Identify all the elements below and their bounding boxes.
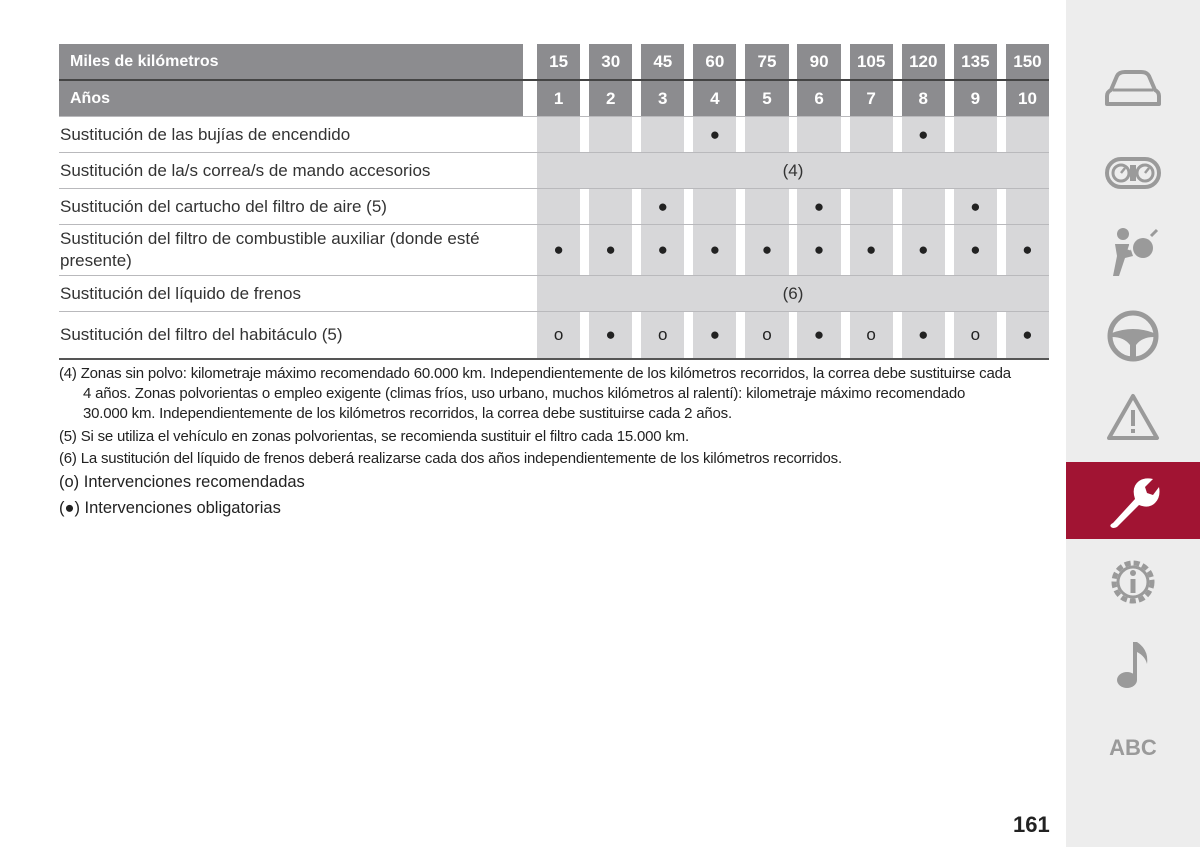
header-years-label: Años [59, 81, 523, 116]
header-km-label: Miles de kilómetros [59, 44, 523, 79]
km-cell: 60 [693, 44, 736, 79]
row-label: Sustitución de la/s correa/s de mando accesorios [60, 160, 431, 180]
km-cell: 150 [1006, 44, 1049, 79]
table-cell: ● [902, 312, 945, 358]
table-cell [797, 117, 840, 152]
table-cell [589, 117, 632, 152]
row-label: Sustitución del filtro del habitáculo (5) [60, 325, 343, 344]
header-row-km [59, 44, 1049, 79]
wrench-icon[interactable] [1066, 462, 1200, 539]
table-cell: ● [745, 225, 788, 275]
note-6: (6) La sustitución del líquido de frenos deberá realizarse cada dos años independientemente de los kilómetros recorridos. [59, 450, 842, 467]
table-cell [850, 117, 893, 152]
km-cell: 30 [589, 44, 632, 79]
year-cell: 10 [1006, 81, 1049, 116]
note-4-line1: (4) Zonas sin polvo: kilometraje máximo recomendado 60.000 km. Independientemente de los kilómetros recorridos, la correa debe sustituirse cada [59, 365, 1011, 382]
km-cell: 15 [537, 44, 580, 79]
table-cell [745, 189, 788, 224]
table-row [59, 311, 1049, 360]
note-4-line3: 30.000 km. Independientemente de los kilómetros recorridos, la correa debe sustituirse cada 2 años. [83, 405, 732, 422]
table-row [59, 224, 1049, 275]
table-cell: o [745, 312, 788, 358]
note-4 [59, 364, 1049, 424]
warning-icon[interactable] [1066, 388, 1200, 446]
abc-index-link[interactable]: ABC [1109, 735, 1157, 760]
note-4-line2: 4 años. Zonas polvorientas o empleo exigente (climas fríos, uso urbano, muchos kilómetros al ralentí): kilometraje máximo recomendado [83, 385, 966, 402]
year-cell: 6 [797, 81, 840, 116]
span-cell: (4) [537, 153, 1049, 188]
km-cell: 120 [902, 44, 945, 79]
table-cell [693, 189, 736, 224]
year-cell: 1 [537, 81, 580, 116]
table-row [59, 188, 1049, 224]
table-cell: o [641, 312, 684, 358]
table-cell: ● [537, 225, 580, 275]
table-cell: ● [954, 225, 997, 275]
chapter-sidebar [1066, 0, 1200, 847]
table-cell: ● [902, 225, 945, 275]
table-cell [537, 117, 580, 152]
row-label: Sustitución del filtro de combustible auxiliar (donde esté presente) [60, 229, 480, 270]
year-cell: 8 [902, 81, 945, 116]
table-row [59, 152, 1049, 188]
table-cell: o [537, 312, 580, 358]
table-cell: ● [850, 225, 893, 275]
table-row [59, 116, 1049, 152]
airbag-icon[interactable] [1066, 222, 1200, 282]
note-5: (5) Si se utiliza el vehículo en zonas polvorientas, se recomienda sustituir el filtro cada 15.000 km. [59, 428, 689, 445]
table-cell: ● [693, 225, 736, 275]
table-cell [850, 189, 893, 224]
music-note-icon[interactable] [1066, 635, 1200, 695]
year-cell: 2 [589, 81, 632, 116]
table-cell [745, 117, 788, 152]
table-cell: ● [954, 189, 997, 224]
span-cell: (6) [537, 276, 1049, 311]
car-icon[interactable] [1066, 60, 1200, 115]
year-cell: 3 [641, 81, 684, 116]
table-cell: ● [797, 189, 840, 224]
km-cell: 105 [850, 44, 893, 79]
km-cell: 135 [954, 44, 997, 79]
footnotes [59, 364, 1049, 519]
table-cell [589, 189, 632, 224]
table-cell: ● [797, 225, 840, 275]
year-cell: 5 [745, 81, 788, 116]
table-cell: ● [641, 189, 684, 224]
table-cell: o [954, 312, 997, 358]
legend-mandatory: (●) Intervenciones obligatorias [59, 499, 281, 517]
legend-recommended: (o) Intervenciones recomendadas [59, 473, 305, 491]
table-row [59, 275, 1049, 311]
year-cell: 7 [850, 81, 893, 116]
table-cell: ● [797, 312, 840, 358]
dashboard-icon[interactable] [1066, 145, 1200, 200]
table-cell [954, 117, 997, 152]
table-cell: ● [693, 312, 736, 358]
table-cell: ● [589, 225, 632, 275]
table-cell: ● [641, 225, 684, 275]
km-cell: 45 [641, 44, 684, 79]
table-cell [641, 117, 684, 152]
table-cell [537, 189, 580, 224]
table-cell: o [850, 312, 893, 358]
header-row-years [59, 79, 1049, 116]
table-cell: ● [1006, 225, 1049, 275]
year-cell: 4 [693, 81, 736, 116]
row-label: Sustitución de las bujías de encendido [60, 124, 351, 144]
year-cell: 9 [954, 81, 997, 116]
km-cell: 75 [745, 44, 788, 79]
maintenance-table [59, 44, 1049, 360]
table-cell: ● [589, 312, 632, 358]
km-cell: 90 [797, 44, 840, 79]
row-label: Sustitución del líquido de frenos [60, 283, 301, 303]
table-cell: ● [902, 117, 945, 152]
page-number: 161 [1013, 812, 1050, 837]
table-cell [902, 189, 945, 224]
info-gear-icon[interactable] [1066, 552, 1200, 612]
row-label: Sustitución del cartucho del filtro de aire (5) [60, 196, 387, 216]
table-cell [1006, 117, 1049, 152]
table-cell [1006, 189, 1049, 224]
table-cell: ● [1006, 312, 1049, 358]
table-cell: ● [693, 117, 736, 152]
steering-wheel-icon[interactable] [1066, 305, 1200, 367]
